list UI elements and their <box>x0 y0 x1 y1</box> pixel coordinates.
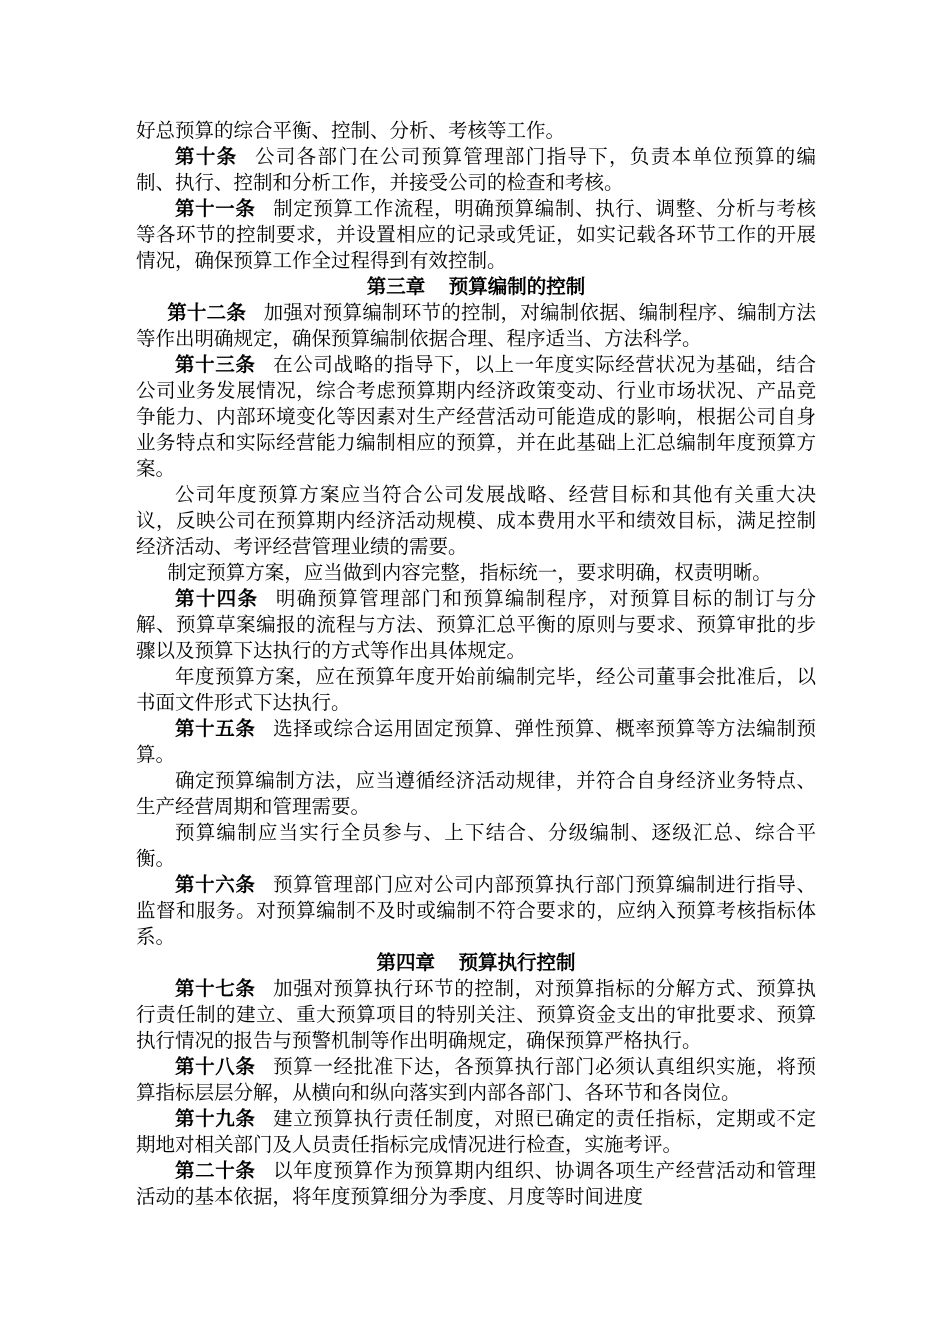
paragraph-text: 制定预算方案，应当做到内容完整，指标统一，要求明确，权责明晰。 <box>167 561 772 584</box>
article-19 <box>136 1106 816 1158</box>
article-14 <box>136 586 816 664</box>
chapter-number: 第四章 <box>376 951 436 974</box>
article-label: 第二十条 <box>175 1159 256 1182</box>
article-text: 以年度预算作为预算期内组织、协调各项生产经营活动和管理活动的基本依据，将年度预算细分为季度、月度等时间进度 <box>136 1159 816 1208</box>
article-text: 加强对预算编制环节的控制，对编制依据、编制程序、编制方法等作出明确规定，确保预算编制依据合理、程序适当、方法科学。 <box>136 301 816 350</box>
article-label: 第十七条 <box>175 977 256 1000</box>
paragraph <box>136 560 816 586</box>
article-17 <box>136 976 816 1054</box>
article-label: 第十一条 <box>175 197 256 220</box>
article-label: 第十八条 <box>175 1055 256 1078</box>
article-text: 加强对预算执行环节的控制，对预算指标的分解方式、预算执行责任制的建立、重大预算项目的特别关注、预算资金支出的审批要求、预算执行情况的报告与预警机制等作出明确规定，确保预算严格执行。 <box>136 977 816 1052</box>
chapter-title: 预算执行控制 <box>458 951 576 974</box>
article-10 <box>136 144 816 196</box>
paragraph-text: 年度预算方案，应在预算年度开始前编制完毕，经公司董事会批准后，以书面文件形式下达执行。 <box>136 665 816 714</box>
chapter-title: 预算编制的控制 <box>448 275 586 298</box>
article-label: 第十六条 <box>175 873 256 896</box>
article-18 <box>136 1054 816 1106</box>
article-11 <box>136 196 816 274</box>
paragraph <box>136 768 816 820</box>
paragraph-text: 确定预算编制方法，应当遵循经济活动规律，并符合自身经济业务特点、生产经营周期和管理需要。 <box>136 769 816 818</box>
chapter-number: 第三章 <box>366 275 426 298</box>
article-text: 预算管理部门应对公司内部预算执行部门预算编制进行指导、监督和服务。对预算编制不及时或编制不符合要求的，应纳入预算考核指标体系。 <box>136 873 816 948</box>
article-text: 选择或综合运用固定预算、弹性预算、概率预算等方法编制预算。 <box>136 717 816 766</box>
paragraph-text: 预算编制应当实行全员参与、上下结合、分级编制、逐级汇总、综合平衡。 <box>136 821 816 870</box>
article-12 <box>136 300 816 352</box>
article-text: 在公司战略的指导下，以上一年度实际经营状况为基础，结合公司业务发展情况，综合考虑预算期内经济政策变动、行业市场状况、产品竞争能力、内部环境变化等因素对生产经营活动可能造成的影响，根据公司自身业务特点和实际经营能力编制相应的预算，并在此基础上汇总编制年度预算方案。 <box>136 353 816 480</box>
article-13 <box>136 352 816 482</box>
article-text: 建立预算执行责任制度，对照已确定的责任指标，定期或不定期地对相关部门及人员责任指标完成情况进行检查，实施考评。 <box>136 1107 816 1156</box>
document-page <box>136 118 816 1210</box>
article-label: 第十四条 <box>175 587 259 610</box>
article-20 <box>136 1158 816 1210</box>
paragraph <box>136 482 816 560</box>
paragraph-text: 公司年度预算方案应当符合公司发展战略、经营目标和其他有关重大决议，反映公司在预算期内经济活动规模、成本费用水平和绩效目标，满足控制经济活动、考评经营管理业绩的需要。 <box>136 483 816 558</box>
chapter-3-heading <box>136 274 816 300</box>
article-label: 第十二条 <box>167 301 247 324</box>
article-15 <box>136 716 816 768</box>
article-label: 第十三条 <box>175 353 256 376</box>
article-text: 明确预算管理部门和预算编制程序，对预算目标的制订与分解、预算草案编报的流程与方法、预算汇总平衡的原则与要求、预算审批的步骤以及预算下达执行的方式等作出具体规定。 <box>136 587 816 662</box>
article-label: 第十九条 <box>175 1107 256 1130</box>
article-text: 预算一经批准下达，各预算执行部门必须认真组织实施，将预算指标层层分解，从横向和纵向落实到内部各部门、各环节和各岗位。 <box>136 1055 816 1104</box>
article-text: 公司各部门在公司预算管理部门指导下，负责本单位预算的编制、执行、控制和分析工作，并接受公司的检查和考核。 <box>136 145 816 194</box>
paragraph <box>136 664 816 716</box>
paragraph-continuation <box>136 118 816 144</box>
paragraph-text: 好总预算的综合平衡、控制、分析、考核等工作。 <box>136 119 566 142</box>
article-label: 第十五条 <box>175 717 256 740</box>
chapter-4-heading <box>136 950 816 976</box>
article-label: 第十条 <box>175 145 238 168</box>
paragraph <box>136 820 816 872</box>
article-16 <box>136 872 816 950</box>
article-text: 制定预算工作流程，明确预算编制、执行、调整、分析与考核等各环节的控制要求，并设置相应的记录或凭证，如实记载各环节工作的开展情况，确保预算工作全过程得到有效控制。 <box>136 197 816 272</box>
